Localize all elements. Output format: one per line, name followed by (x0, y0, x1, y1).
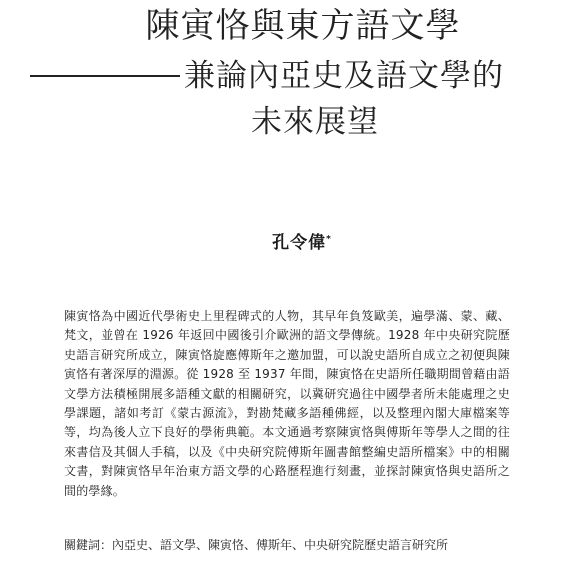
abstract-paragraph: 陳寅恪為中國近代學術史上里程碑式的人物，其早年負笈歐美，遍學滿、蒙、藏、梵文，並曾在 1926 年返回中國後引介歐洲的語文學傳統。1928 年中央研究院歷史語言研究所成立，陳寅恪旋應傅斯年之邀加盟，可以說史語所自成立之初便與陳寅恪有著深厚的淵源。從 1928 至 1937 年間，陳寅恪在史語所任職期間曾藉由語文學方法積極開展多語種文獻的相關研究，以冀研究過往中國學者所未能處理之史學課題，諸如考訂《蒙古源流》，對勘梵藏多語種佛經，以及整理內閣大庫檔案等等，均為後人立下良好的學術典範。本文通過考察陳寅恪與傅斯年等學人之間的往來書信及其個人手稿，以及《中央研究院傅斯年圖書館整編史語所檔案》中的相關文書，對陳寅恪早年治東方語文學的心路歷程進行刻畫，並探討陳寅恪與史語所之間的學緣。 (64, 309, 510, 498)
author-footnote-marker: * (326, 234, 332, 245)
author-line (0, 228, 570, 253)
paper-subtitle-line2: 未來展望 (251, 104, 379, 140)
keywords-line: 關鍵詞：內亞史、語文學、陳寅恪、傅斯年、中央研究院歷史語言研究所 (64, 538, 449, 552)
paper-subtitle-line1 (30, 56, 550, 96)
subtitle-text: 兼論內亞史及語文學的 (184, 58, 504, 94)
paper-title: 陳寅恪與東方語文學 (145, 6, 461, 46)
author-name: 孔令偉 (272, 233, 327, 253)
em-dash-rule (30, 75, 180, 77)
